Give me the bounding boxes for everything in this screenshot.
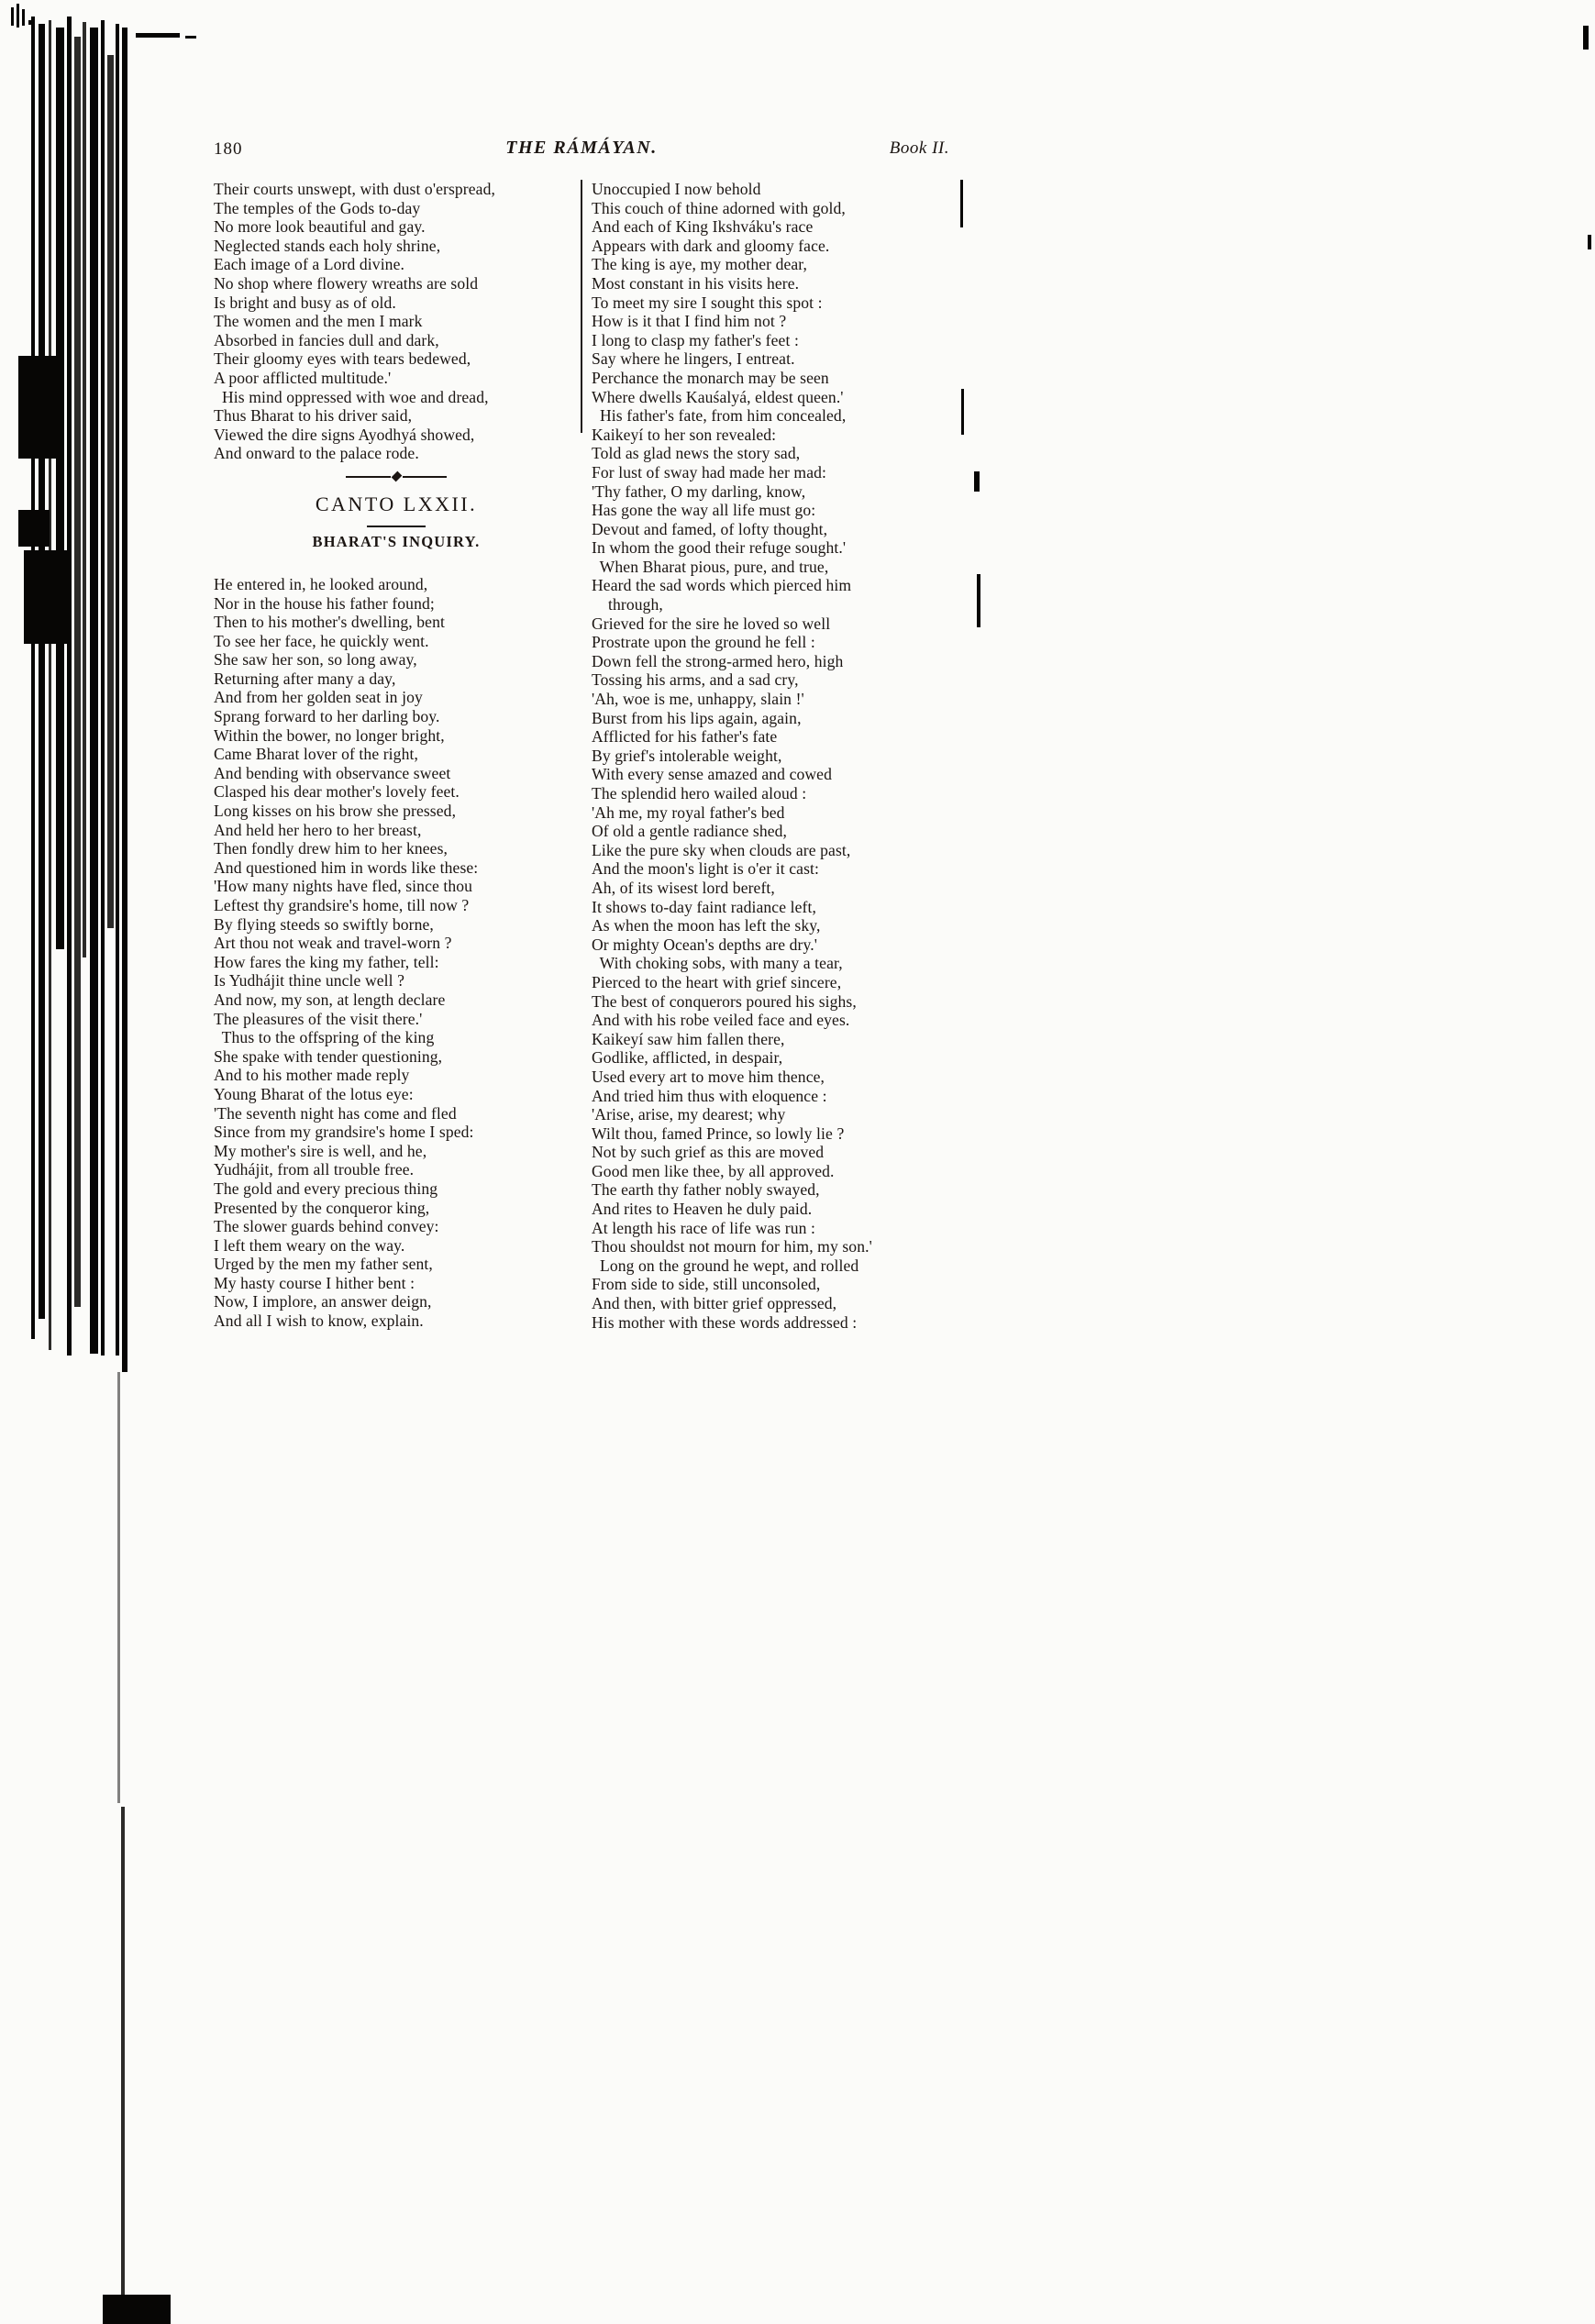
- verse-line: Came Bharat lover of the right,: [214, 745, 418, 764]
- verse-line: And each of King Ikshváku's race: [592, 217, 814, 237]
- verse-line: By grief's intolerable weight,: [592, 746, 782, 765]
- verse-line: I long to clasp my father's feet :: [592, 330, 799, 349]
- verse-line: Within the bower, no longer bright,: [214, 725, 445, 745]
- verse-line: Young Bharat of the lotus eye:: [214, 1084, 414, 1103]
- diamond-icon: [391, 471, 402, 482]
- ink-blotch: [18, 356, 61, 459]
- verse-line: Wilt thou, famed Prince, so lowly lie ?: [592, 1123, 845, 1143]
- verse-line: Say where he lingers, I entreat.: [592, 349, 795, 369]
- verse-line: Most constant in his visits here.: [592, 273, 800, 293]
- left-column: [214, 180, 579, 1331]
- binding-streak: [83, 22, 86, 957]
- verse-line: Afflicted for his father's fate: [592, 727, 778, 747]
- binding-streak: [74, 37, 81, 1307]
- verse-line: Prostrate upon the ground he fell :: [592, 633, 815, 652]
- verse-line: The women and the men I mark: [214, 312, 423, 331]
- running-title: THE RÁMÁYAN.: [505, 138, 658, 158]
- binding-streak: [121, 1807, 125, 2324]
- margin-mark: [960, 180, 963, 227]
- verse-line: Since from my grandsire's home I sped:: [214, 1123, 474, 1142]
- bottom-ink-blotch: [103, 2295, 171, 2324]
- verse-line: The slower guards behind convey:: [214, 1217, 439, 1236]
- verse-line: Where dwells Kauśalyá, eldest queen.': [592, 387, 844, 406]
- verse-line: And to his mother made reply: [214, 1066, 410, 1085]
- verse-line: through,: [592, 595, 663, 614]
- verse-line: The temples of the Gods to-day: [214, 198, 421, 217]
- ink-mark: [1588, 235, 1591, 249]
- verse-line: Appears with dark and gloomy face.: [592, 236, 830, 255]
- verse-line: Their gloomy eyes with tears bedewed,: [214, 349, 471, 369]
- verse-line: Leftest thy grandsire's home, till now ?: [214, 896, 470, 914]
- verse-line: The splendid hero wailed aloud :: [592, 784, 807, 802]
- binding-streak: [122, 28, 127, 1372]
- verse-line: 'Ah, woe is me, unhappy, slain !': [592, 690, 804, 709]
- heading-rule: [367, 526, 426, 527]
- verse-stanza: [592, 180, 958, 1332]
- verse-line: Thus to the offspring of the king: [214, 1028, 435, 1047]
- verse-line: Presented by the conqueror king,: [214, 1198, 430, 1217]
- canto-heading: CANTO LXXII.: [315, 492, 478, 515]
- verse-line: 'Thy father, O my darling, know,: [592, 481, 806, 501]
- verse-line: Returning after many a day,: [214, 669, 396, 688]
- verse-line: Heard the sad words which pierced him: [592, 576, 852, 595]
- verse-line: By flying steeds so swiftly borne,: [214, 914, 434, 934]
- verse-stanza: [214, 180, 579, 463]
- ink-blotch: [24, 550, 72, 644]
- verse-line: Is Yudhájit thine uncle well ?: [214, 971, 405, 990]
- book-label: Book II.: [889, 138, 949, 158]
- verse-line: Nor in the house his father found;: [214, 593, 435, 613]
- verse-line: And onward to the palace rode.: [214, 444, 419, 463]
- binding-streak: [107, 55, 114, 928]
- verse-line: Grieved for the sire he loved so well: [592, 614, 831, 633]
- verse-line: Perchance the monarch may be seen: [592, 368, 829, 387]
- ink-dash: [185, 36, 196, 39]
- verse-line: In whom the good their refuge sought.': [592, 538, 847, 558]
- binding-streak: [90, 28, 98, 1354]
- verse-line: With choking sobs, with many a tear,: [592, 954, 843, 973]
- binding-streak: [67, 17, 72, 1356]
- verse-line: She spake with tender questioning,: [214, 1046, 443, 1066]
- page-number: 180: [214, 139, 243, 159]
- binding-streak: [49, 20, 51, 1350]
- verse-line: Then to his mother's dwelling, bent: [214, 613, 445, 632]
- ink-dash: [136, 33, 180, 38]
- verse-line: This couch of thine adorned with gold,: [592, 198, 846, 217]
- verse-line: Viewed the dire signs Ayodhyá showed,: [214, 425, 475, 444]
- verse-line: How fares the king my father, tell:: [214, 952, 439, 971]
- verse-line: The pleasures of the visit there.': [214, 1009, 423, 1028]
- verse-line: Sprang forward to her darling boy.: [214, 707, 440, 726]
- verse-line: How is it that I find him not ?: [592, 312, 787, 331]
- verse-line: Not by such grief as this are moved: [592, 1143, 825, 1162]
- verse-line: Absorbed in fancies dull and dark,: [214, 330, 439, 349]
- binding-streak: [101, 20, 105, 1356]
- verse-line: At length his race of life was run :: [592, 1218, 815, 1237]
- verse-line: Is bright and busy as of old.: [214, 293, 396, 312]
- verse-line: His father's fate, from him concealed,: [592, 406, 847, 426]
- verse-line: Long kisses on his brow she pressed,: [214, 802, 457, 821]
- column-divider-rule: [581, 180, 582, 433]
- verse-line: And tried him thus with eloquence :: [592, 1086, 827, 1105]
- verse-line: Has gone the way all life must go:: [592, 501, 816, 520]
- section-heading: BHARAT'S INQUIRY.: [312, 532, 481, 550]
- verse-line: The best of conquerors poured his sighs,: [592, 991, 857, 1011]
- verse-line: Then fondly drew him to her knees,: [214, 839, 449, 858]
- margin-mark: [977, 574, 980, 627]
- verse-line: Pierced to the heart with grief sincere,: [592, 972, 842, 991]
- right-column: [592, 180, 958, 1332]
- verse-line: Each image of a Lord divine.: [214, 255, 404, 274]
- verse-line: And then, with bitter grief oppressed,: [592, 1294, 837, 1313]
- verse-line: Kaikeyí to her son revealed:: [592, 425, 777, 444]
- verse-line: Clasped his dear mother's lovely feet.: [214, 782, 460, 802]
- verse-line: 'Arise, arise, my dearest; why: [592, 1105, 786, 1124]
- verse-line: A poor afflicted multitude.': [214, 368, 392, 387]
- verse-line: He entered in, he looked around,: [214, 574, 428, 593]
- verse-line: From side to side, still unconsoled,: [592, 1275, 821, 1294]
- verse-line: My mother's sire is well, and he,: [214, 1141, 427, 1160]
- verse-line: Of old a gentle radiance shed,: [592, 822, 788, 841]
- verse-line: Long on the ground he wept, and rolled: [592, 1256, 859, 1275]
- verse-line: Thou shouldst not mourn for him, my son.': [592, 1237, 872, 1256]
- verse-line: And now, my son, at length declare: [214, 990, 446, 1009]
- verse-line: No more look beautiful and gay.: [214, 217, 426, 237]
- verse-line: Art thou not weak and travel-worn ?: [214, 934, 452, 953]
- verse-line: Down fell the strong-armed hero, high: [592, 651, 844, 670]
- verse-line: And bending with observance sweet: [214, 763, 451, 782]
- ink-streak: [11, 7, 14, 26]
- verse-line: The king is aye, my mother dear,: [592, 255, 808, 274]
- verse-line: Thus Bharat to his driver said,: [214, 406, 413, 426]
- verse-line: For lust of sway had made her mad:: [592, 462, 827, 481]
- verse-line: She saw her son, so long away,: [214, 650, 417, 670]
- verse-line: Neglected stands each holy shrine,: [214, 236, 441, 255]
- verse-line: When Bharat pious, pure, and true,: [592, 557, 829, 576]
- verse-line: To see her face, he quickly went.: [214, 631, 429, 650]
- canto-divider-ornament: [346, 470, 447, 483]
- verse-line: Good men like thee, by all approved.: [592, 1161, 835, 1180]
- ink-streak: [17, 4, 19, 28]
- verse-line: Urged by the men my father sent,: [214, 1255, 433, 1274]
- verse-line: Used every art to move him thence,: [592, 1067, 825, 1086]
- verse-line: His mother with these words addressed :: [592, 1312, 858, 1332]
- verse-line: The earth thy father nobly swayed,: [592, 1180, 820, 1200]
- verse-line: 'How many nights have fled, since thou: [214, 877, 473, 896]
- verse-line: Devout and famed, of lofty thought,: [592, 519, 828, 538]
- verse-line: Kaikeyí saw him fallen there,: [592, 1029, 785, 1048]
- verse-line: Yudhájit, from all trouble free.: [214, 1160, 415, 1179]
- verse-line: No shop where flowery wreaths are sold: [214, 273, 479, 293]
- verse-line: 'The seventh night has come and fled: [214, 1103, 457, 1123]
- verse-line: The gold and every precious thing: [214, 1179, 438, 1198]
- binding-streak: [117, 1372, 120, 1803]
- verse-line: It shows to-day faint radiance left,: [592, 897, 816, 916]
- verse-line: And all I wish to know, explain.: [214, 1311, 424, 1331]
- verse-line: And from her golden seat in joy: [214, 688, 423, 707]
- page-header: [214, 138, 949, 161]
- verse-line: Or mighty Ocean's depths are dry.': [592, 935, 818, 954]
- binding-streak: [31, 17, 35, 1339]
- ink-mark: [1583, 26, 1589, 50]
- verse-line: Now, I implore, an answer deign,: [214, 1292, 432, 1311]
- verse-line: To meet my sire I sought this spot :: [592, 293, 823, 312]
- verse-line: Told as glad news the story sad,: [592, 444, 801, 463]
- margin-mark: [961, 389, 964, 435]
- verse-line: Unoccupied I now behold: [592, 180, 761, 198]
- verse-line: 'Ah me, my royal father's bed: [592, 802, 785, 822]
- verse-stanza: [214, 575, 579, 1331]
- verse-line: And held her hero to her breast,: [214, 820, 422, 839]
- verse-line: And the moon's light is o'er it cast:: [592, 859, 820, 879]
- binding-streak: [39, 24, 45, 1319]
- verse-line: And with his robe veiled face and eyes.: [592, 1011, 850, 1030]
- verse-line: His mind oppressed with woe and dread,: [214, 387, 489, 406]
- verse-line: As when the moon has left the sky,: [592, 916, 821, 935]
- binding-streak: [56, 28, 64, 949]
- verse-line: And questioned him in words like these:: [214, 858, 479, 877]
- verse-line: Tossing his arms, and a sad cry,: [592, 670, 799, 690]
- ink-blotch: [18, 510, 50, 547]
- verse-line: My hasty course I hither bent :: [214, 1273, 415, 1292]
- verse-line: Godlike, afflicted, in despair,: [592, 1048, 783, 1068]
- verse-line: Burst from his lips again, again,: [592, 708, 802, 727]
- verse-line: Ah, of its wisest lord bereft,: [592, 878, 775, 897]
- verse-line: Their courts unswept, with dust o'erspread,: [214, 180, 495, 198]
- binding-streak: [116, 24, 119, 1356]
- verse-line: Like the pure sky when clouds are past,: [592, 840, 851, 859]
- verse-line: With every sense amazed and cowed: [592, 765, 832, 784]
- margin-mark: [974, 471, 980, 492]
- verse-line: I left them weary on the way.: [214, 1235, 405, 1255]
- ink-streak: [22, 9, 25, 26]
- verse-line: And rites to Heaven he duly paid.: [592, 1200, 813, 1219]
